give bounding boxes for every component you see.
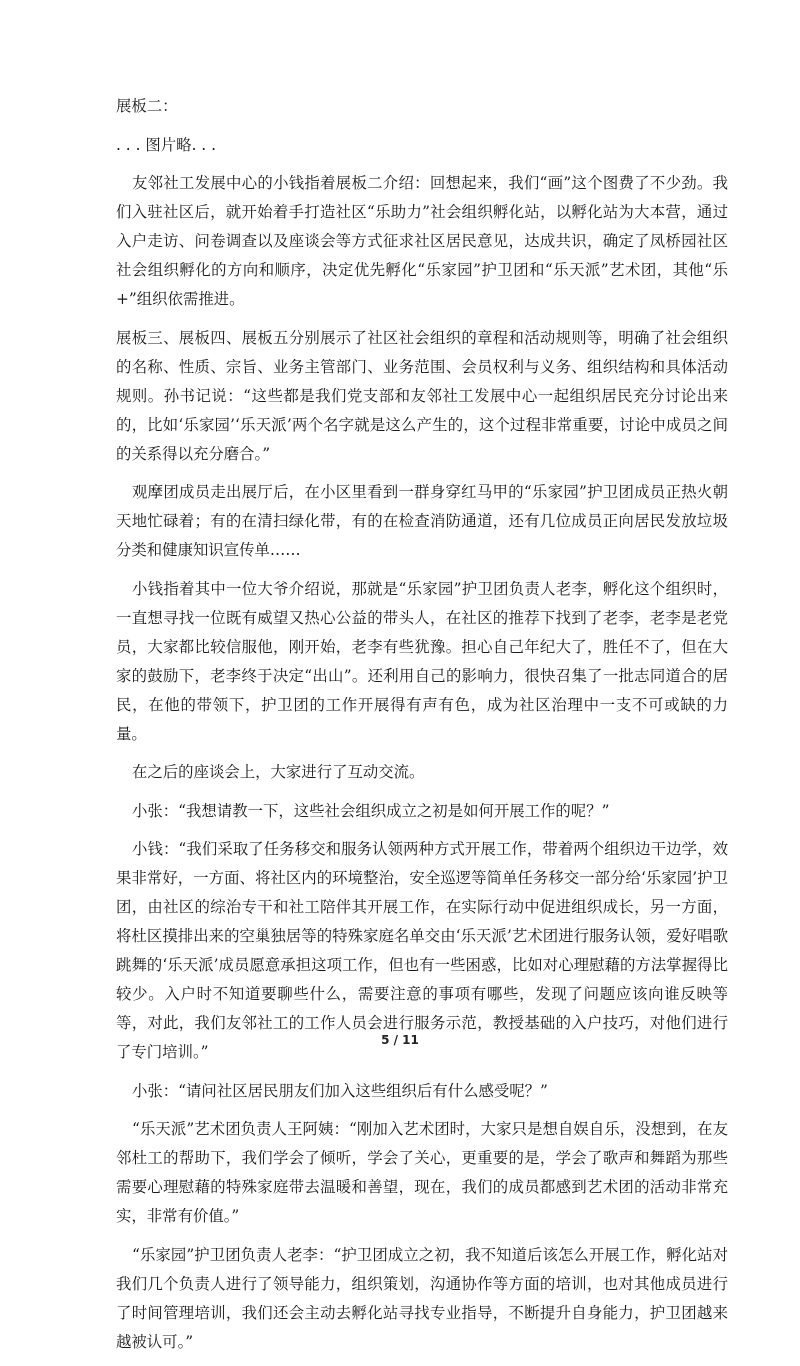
paragraph-old-li-answer: “乐家园”护卫团负责人老李：“护卫团成立之初，我不知道后该怎么开展工作，孵化站对我们几个负责人进行了领导能力，组织策划，沟通协作等方面的培训，也对其他成员进行了时间管理培训，我们还会主动去孵化站寻找专业指导，不断提升自身能力，护卫团越来越被认可。” xyxy=(116,1245,728,1351)
paragraph-xiaoqian-answer: 小钱：“我们采取了任务移交和服务认领两种方式开展工作，带着两个组织边干边学，效果非常好，一方面、将社区内的环境整治，安全巡逻等简单任务移交一部分给‘乐家园’护卫团，由社区的综治专干和社工陪伴其开展工作，在实际行动中促进组织成长，另一方面，将杜区摸排出来的空巢独居等的特殊家庭名单交由‘乐天派’艺术团进行服务认领，爱好唱歌跳舞的‘乐天派’成员愿意承担这项工作，但也有一些困惑，比如对心理慰藉的方法掌握得比较少。入户时不知道要聊些什么，需要注意的事项有哪些，发现了问题应该向谁反映等等，对此，我们友邻社工的工作人员会进行服务示范，教授基础的入户技巧，对他们进行了专门培训。” xyxy=(116,840,728,1061)
image-omitted-note: . . . 图片略. . . xyxy=(116,135,216,154)
paragraph-observation: 观摩团成员走出展厅后，在小区里看到一群身穿红马甲的“乐家园”护卫团成员正热火朝天地忙碌着；有的在清扫绿化带，有的在检查消防通道，还有几位成员正向居民发放垃圾分类和健康知识宣传单…… xyxy=(116,483,728,559)
paragraph-xiaozhang-question-2: 小张：“请问社区居民朋友们加入这些组织后有什么感受呢？” xyxy=(132,1081,548,1100)
page-number: 5 / 11 xyxy=(381,1033,419,1047)
paragraph-auntie-wang: “乐天派”艺术团负责人王阿姨：“刚加入艺术团时，大家只是想自娱自乐，没想到，在友邻杜工的帮助下，我们学会了倾听，学会了关心，更重要的是，学会了歌声和舞蹈为那些需要心理慰藉的特殊家庭带去温暖和善望，现在，我们的成员都感到艺术团的活动非常充实，非常有价值。” xyxy=(116,1120,728,1225)
paragraph-old-li: 小钱指着其中一位大爷介绍说，那就是“乐家园”护卫团负责人老李，孵化这个组织时，一直想寻找一位既有威望又热心公益的带头人，在社区的推荐下找到了老李，老李是老党员，大家都比较信服他，刚开始，老李有些犹豫。担心自己年纪大了，胜任不了，但在大家的鼓励下，老李终于决定“出山”。还利用自己的影响力，很快召集了一批志同道合的居民，在他的带领下，护卫团的工作开展得有声有色，成为社区治理中一支不可或缺的力量。 xyxy=(116,579,728,743)
document-body xyxy=(116,92,728,1366)
paragraph-boards-three-to-five: 展板三、展板四、展板五分别展示了社区社会组织的章程和活动规则等，明确了社会组织的名称、性质、宗旨、业务主管部门、业务范围、会员权利与义务、组织结构和具体活动规则。孙书记说：“这些都是我们党支部和友邻社工发展中心一起组织居民充分讨论出来的，比如‘乐家园’‘乐天派’两个名字就是这么产生的，这个过程非常重要，讨论中成员之间的关系得以充分磨合。” xyxy=(116,328,728,463)
paragraph-intro-board-two: 友邻社工发展中心的小钱指着展板二介绍：回想起来，我们“画”这个图费了不少劲。我们入驻社区后，就开始着手打造社区“乐助力”社会组织孵化站，以孵化站为大本营，通过入户走访、问卷调查以及座谈会等方式征求社区居民意见，达成共识，确定了凤桥园社区社会组织孵化的方向和顺序，决定优先孵化“乐家园”护卫团和“乐天派”艺术团，其他“乐+”组织依需推进。 xyxy=(116,174,728,308)
paragraph-forum: 在之后的座谈会上，大家进行了互动交流。 xyxy=(132,763,425,781)
heading-board-two: 展板二： xyxy=(116,97,178,115)
paragraph-xiaozhang-question-1: 小张：“我想请教一下，这些社会组织成立之初是如何开展工作的呢？” xyxy=(132,801,610,820)
